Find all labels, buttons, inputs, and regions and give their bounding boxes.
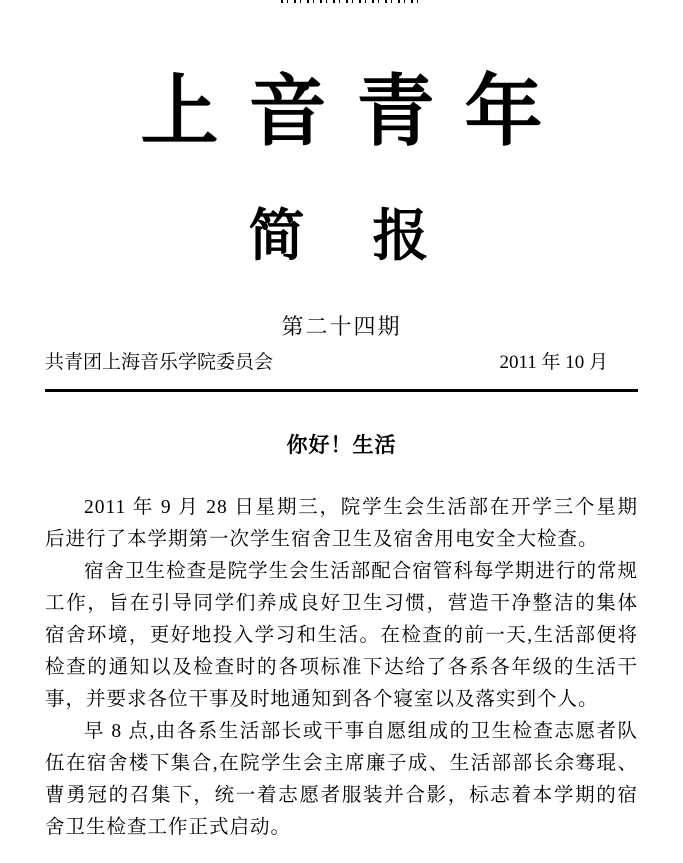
article-title: 你好！生活: [286, 433, 397, 457]
issue-number: 第二十四期: [281, 314, 402, 339]
article-paragraph: 2011 年 9 月 28 日星期三，院学生会生活部在开学三个星期后进行了本学期第一次学生宿舍卫生及宿舍用电安全大检查。: [45, 497, 638, 550]
bulletin-title: 简 报: [248, 204, 435, 267]
article-paragraph: 早 8 点,由各系生活部长或干事自愿组成的卫生检查志愿者队伍在宿舍楼下集合,在院学生会主席廉子成、生活部部长余骞琨、曹勇冠的召集下，统一着志愿者服装并合影，标志着本学期的宿舍卫生检查工作正式启动。: [45, 721, 638, 838]
publisher-name: 共青团上海音乐学院委员会: [45, 352, 274, 373]
article-paragraph: 宿舍卫生检查是院学生会生活部配合宿管科每学期进行的常规工作，旨在引导同学们养成良好卫生习惯，营造干净整洁的集体宿舍环境，更好地投入学习和生活。在检查的前一天,生活部便将检查的通知以及检查时的各项标准下达给了各系各年级的生活干事，并要求各位干事及时地通知到各个寝室以及落实到个人。: [45, 561, 638, 710]
clipped-text-fragment: [281, 0, 423, 3]
article-body: [0, 492, 683, 844]
publisher-row: [0, 351, 683, 375]
divider-rule: [45, 389, 638, 392]
masthead-title: 上音青年: [140, 68, 573, 155]
issue-date: 2011 年 10 月: [499, 352, 608, 373]
